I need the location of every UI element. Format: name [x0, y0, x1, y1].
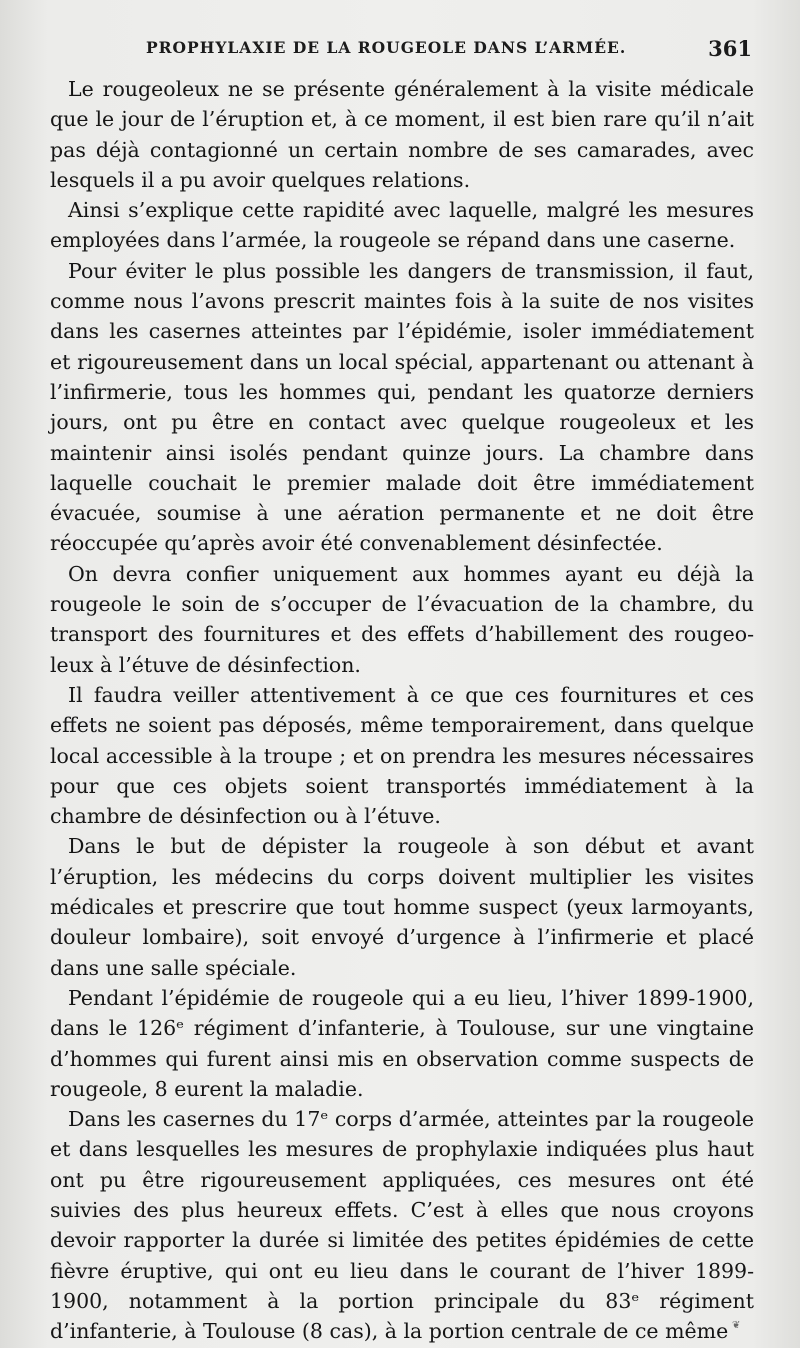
paragraph: Le rougeoleux ne se présente généralement à la visite médicale que le jour de l’éruption et, à ce moment, il est bien rare qu’il n’ait pas déjà contagionné un certain nombre de ses camarades, avec lesquels il a pu avoir quelques relations. [50, 77, 754, 192]
printer-mark-icon: ❦ [732, 1320, 741, 1331]
paragraph: Pour éviter le plus possible les dangers de transmission, il faut, comme nous l’avons prescrit maintes fois à la suite de nos visites dans les casernes atteintes par l’épidémie, isoler immédiatement et rigoureusement dans un local spécial, appartenant ou attenant à l’infirmerie, tous les hommes qui, pendant les quatorze derniers jours, ont pu être en contact avec quelque rougeoleux et les maintenir ainsi isolés pendant quinze jours. La chambre dans laquelle couchait le premier malade doit être immédiatement évacuée, soumise à une aération permanente et ne doit être réoccupée qu’après avoir été convenablement désinfectée. [50, 258, 754, 556]
paragraph: On devra confier uniquement aux hommes ayant eu déjà la rougeole le soin de s’occuper de l’évacuation de la chambre, du transport des fournitures et des effets d’habillement des rougeoleux à l’étuve de désinfection. [50, 561, 754, 677]
paragraph: Pendant l’épidémie de rougeole qui a eu lieu, l’hiver 1899-1900, dans le 126ᵉ régiment d’infanterie, à Toulouse, sur une vingtaine d’hommes qui furent ainsi mis en observation comme suspects de rougeole, 8 eurent la maladie. [50, 985, 754, 1101]
paragraph: Ainsi s’explique cette rapidité avec laquelle, malgré les mesures employées dans l’armée, la rougeole se répand dans une caserne. [50, 198, 754, 253]
paragraph: Dans le but de dépister la rougeole à son début et avant l’éruption, les médecins du corps doivent multiplier les visites médicales et prescrire que tout homme suspect (yeux larmoyants, douleur lombaire), soit envoyé d’urgence à l’infirmerie et placé dans une salle spéciale. [50, 834, 754, 980]
paragraph: Il faudra veiller attentivement à ce que ces fournitures et ces effets ne soient pas déposés, même temporairement, dans quelque local accessible à la troupe ; et on prendra les mesures nécessaires pour que ces objets soient transportés immédiatement à la chambre de désinfection ou à l’étuve. [50, 682, 754, 829]
running-head [50, 34, 754, 74]
page-number: 361 [708, 36, 752, 61]
running-title: PROPHYLAXIE DE LA ROUGEOLE DANS L’ARMÉE. [146, 38, 627, 57]
body-text [50, 74, 754, 1346]
paragraph: Dans les casernes du 17ᵉ corps d’armée, atteintes par la rougeole et dans lesquelles les mesures de prophylaxie indiquées plus haut ont pu être rigoureusement appliquées, ces mesures ont été suivies des plus heureux effets. C’est à elles que nous croyons devoir rapporter la durée si limitée des petites épidémies de cette fièvre éruptive, qui ont eu lieu dans le courant de l’hiver 1899-1900, notamment à la portion principale du 83ᵉ régiment d’infanterie, à Toulouse (8 cas), à la portion centrale de ce même [50, 1107, 754, 1344]
